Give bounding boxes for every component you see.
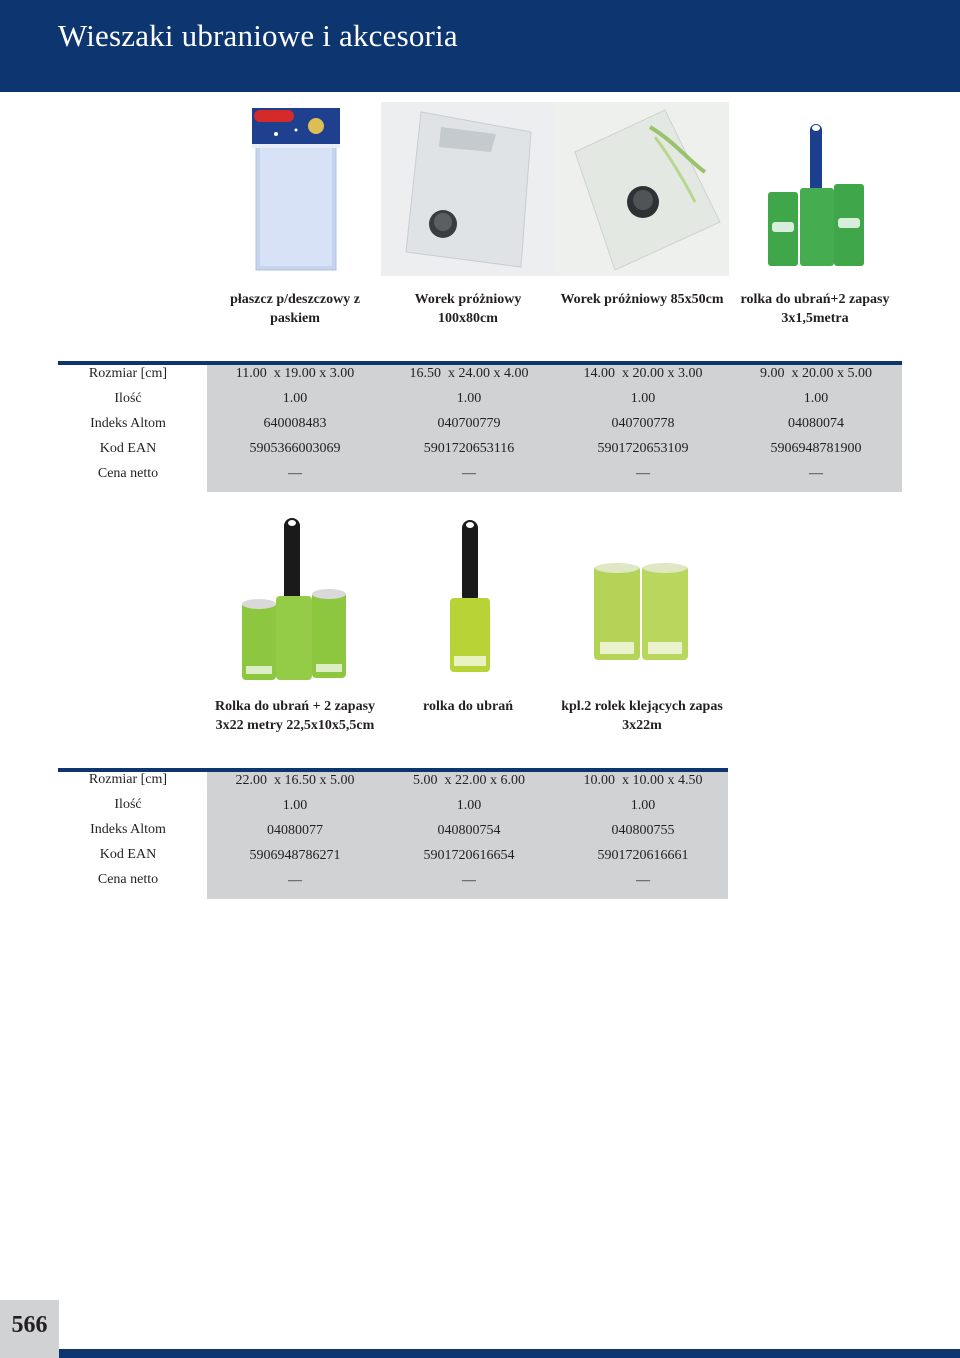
cell-ilosc: 1.00 <box>630 391 656 406</box>
lint-roller-blue-image <box>762 122 872 270</box>
label-cena: Cena netto <box>97 872 159 887</box>
cell-cena: — <box>462 466 476 481</box>
product-name-lint-roller <box>378 697 558 716</box>
cell-indeks: 04080074 <box>788 416 844 431</box>
vacuum-bag-large-image <box>381 102 555 276</box>
refill-rolls-image <box>592 562 690 662</box>
page-title: Wieszaki ubraniowe i akcesoria <box>58 18 458 53</box>
cell-indeks: 040700779 <box>437 416 501 431</box>
cell-ilosc: 1.00 <box>456 391 482 406</box>
raincoat-package-image <box>246 106 346 272</box>
cell-cena: — <box>809 466 823 481</box>
footer-bar <box>59 1349 960 1358</box>
label-rozmiar: Rozmiar [cm] <box>88 366 168 381</box>
cell-rozmiar: 10.00 x 10.00 x 4.50 <box>583 773 703 788</box>
cell-rozmiar: 16.50 x 24.00 x 4.00 <box>409 366 529 381</box>
cell-ilosc: 1.00 <box>456 798 482 813</box>
product-name-line: paskiem <box>270 311 320 326</box>
cell-indeks: 040800755 <box>611 823 675 838</box>
label-ean: Kod EAN <box>99 441 157 456</box>
cell-indeks: 040700778 <box>611 416 675 431</box>
product-name-line: 3x1,5metra <box>781 311 849 326</box>
cell-cena: — <box>636 873 650 888</box>
cell-ilosc: 1.00 <box>803 391 829 406</box>
cell-ean: 5906948786271 <box>249 848 341 863</box>
cell-cena: — <box>288 466 302 481</box>
product-name-refill-set <box>548 697 736 735</box>
cell-cena: — <box>636 466 650 481</box>
cell-rozmiar: 5.00 x 22.00 x 6.00 <box>413 773 525 788</box>
product-name-line: 3x22m <box>622 718 662 733</box>
cell-ilosc: 1.00 <box>282 391 308 406</box>
lint-roller-single-image <box>446 518 494 674</box>
product-name-vacuum-bag-large <box>378 290 558 328</box>
product-name-line: płaszcz p/deszczowy z <box>230 292 360 307</box>
cell-ilosc: 1.00 <box>630 798 656 813</box>
product-name-lint-roller-refills <box>725 290 905 328</box>
label-indeks: Indeks Altom <box>90 822 166 837</box>
product-name-line: Worek próżniowy <box>414 292 522 307</box>
cell-indeks: 04080077 <box>267 823 323 838</box>
cell-ean: 5906948781900 <box>770 441 862 456</box>
lint-roller-black-set-image <box>238 516 352 684</box>
cell-indeks: 040800754 <box>437 823 501 838</box>
cell-indeks: 640008483 <box>263 416 327 431</box>
product-name-line: 100x80cm <box>438 311 498 326</box>
cell-ean: 5901720616661 <box>597 848 689 863</box>
cell-rozmiar: 11.00 x 19.00 x 3.00 <box>235 366 355 381</box>
product-name-line: Rolka do ubrań + 2 zapasy <box>214 699 376 714</box>
label-ean: Kod EAN <box>99 847 157 862</box>
label-ilosc: Ilość <box>114 797 142 812</box>
cell-rozmiar: 9.00 x 20.00 x 5.00 <box>760 366 872 381</box>
product-name-line: 3x22 metry 22,5x10x5,5cm <box>215 718 375 733</box>
cell-rozmiar: 14.00 x 20.00 x 3.00 <box>583 366 703 381</box>
cell-ean: 5905366003069 <box>249 441 341 456</box>
cell-ean: 5901720653116 <box>423 441 515 456</box>
product-name-line: kpl.2 rolek klejących zapas <box>561 699 723 714</box>
cell-ilosc: 1.00 <box>282 798 308 813</box>
cell-ean: 5901720616654 <box>423 848 515 863</box>
label-cena: Cena netto <box>97 466 159 481</box>
page-header <box>0 0 960 92</box>
page-number: 566 <box>11 1312 48 1338</box>
label-indeks: Indeks Altom <box>90 416 166 431</box>
cell-rozmiar: 22.00 x 16.50 x 5.00 <box>235 773 355 788</box>
vacuum-bag-medium-image <box>555 102 729 276</box>
cell-cena: — <box>288 873 302 888</box>
product-name-vacuum-bag-medium <box>549 290 735 309</box>
label-ilosc: Ilość <box>114 391 142 406</box>
product-name-line: Worek próżniowy 85x50cm <box>560 292 724 307</box>
label-rozmiar: Rozmiar [cm] <box>88 772 168 787</box>
product-name-line: rolka do ubrań+2 zapasy <box>740 292 890 307</box>
cell-cena: — <box>462 873 476 888</box>
product-name-lint-roller-set <box>200 697 390 735</box>
product-name-raincoat <box>205 290 385 328</box>
cell-ean: 5901720653109 <box>597 441 689 456</box>
product-name-line: rolka do ubrań <box>423 699 513 714</box>
